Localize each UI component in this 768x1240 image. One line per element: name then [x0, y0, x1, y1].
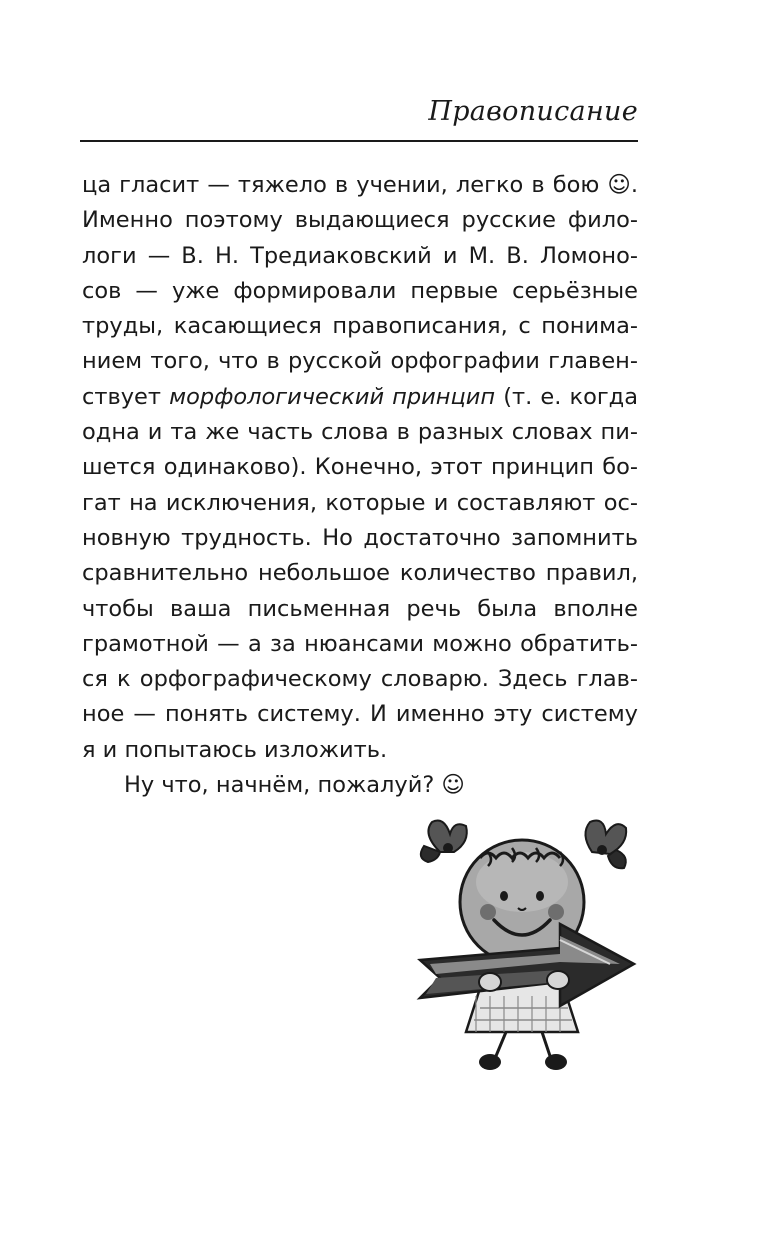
text-line: логи — В. Н. Тредиаковский и М. В. Ломоно-: [82, 242, 638, 269]
text-line: шется одинаково). Конечно, этот принцип бо-: [82, 454, 638, 481]
text-line: чтобы ваша письменная речь была вполне: [82, 595, 638, 622]
text-line: ное — понять систему. И именно эту систему: [82, 701, 638, 728]
running-head-title: Правописание: [428, 96, 638, 127]
body-text: [82, 168, 638, 803]
text-line: сравнительно небольшое количество правил,: [82, 560, 638, 587]
text-line: новную трудность. Но достаточно запомнить: [82, 524, 638, 551]
text-line: гат на исключения, которые и составляют ос-: [82, 489, 638, 516]
girl-with-arrow-icon: [410, 812, 642, 1082]
text-segment: ствует: [82, 383, 170, 410]
left-bow-icon: [421, 821, 467, 863]
right-bow-icon: [585, 821, 626, 869]
running-head: [80, 90, 638, 142]
text-line: одна и та же часть слова в разных словах пи-: [82, 419, 638, 446]
closing-question: Ну что, начнём, пожалуй? ☺: [124, 772, 465, 799]
text-line: ца гласит — тяжело в учении, легко в бою ☺.: [82, 172, 638, 198]
text-line: ся к орфографическому словарю. Здесь глав-: [82, 666, 638, 693]
emphasized-term: морфологический принцип: [169, 383, 496, 410]
text-line: сов — уже формировали первые серьёзные: [82, 277, 638, 304]
text-line: Именно поэтому выдающиеся русские фило-: [82, 207, 638, 234]
text-line: труды, касающиеся правописания, с понима-: [82, 313, 638, 340]
text-line: нием того, что в русской орфографии главен-: [82, 348, 638, 375]
text-line: я и попытаюсь изложить.: [82, 736, 388, 763]
text-line: грамотной — а за нюансами можно обратить-: [82, 630, 638, 657]
text-segment: (т. е. когда: [495, 383, 639, 410]
text-line: [82, 380, 638, 415]
